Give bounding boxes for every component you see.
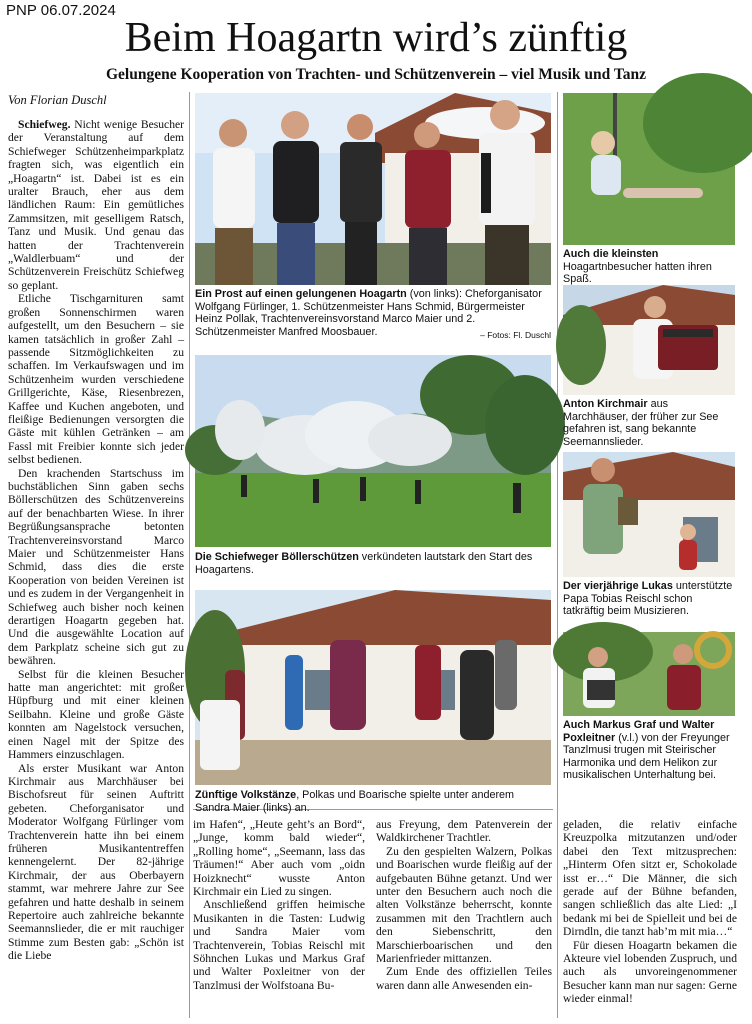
headline: Beim Hoagartn wird’s zünftig [124, 15, 628, 61]
caption-text: (von links): Cheforganisator Wolfgang Fürlinger, 1. Schützenmeister Hans Schmid, Bürgermeister Heinz Pollak, Trachtenvereinsvorstand Marco Maier und 2. Schützenmeister Manfred Moosbauer. [195, 288, 542, 338]
paragraph: aus Freyung, dem Patenverein der Waldkirchener Trachtler. [376, 818, 552, 845]
caption-bold: Ein Prost auf einen gelungenen Hoagartn [195, 288, 407, 300]
caption-boeller [195, 551, 551, 579]
paragraph: im Hafen“, „Heute geht’s an Bord“, „Junge, komm bald wieder“, „Rolling home“, „Seemann, lass das Träumen!“ Aber auch vom „oidn Hoizknecht“ wusste Anton Kirchmair ein Lied zu singen. [193, 818, 365, 899]
paragraph: Nicht wenige Besucher der Veranstaltung auf dem Schiefweger Schützenheimparkplatz fragten sich, was eigentlich ein „Hoagartn“ ist. Dabei ist es ein uralter Brauch, eher aus dem ländlichen Raum: Ein gemütliches Zammsitzen, mit geselligem Ratsch, Tanz und Musik. Und genau das hatten der Trachtenverein „Waldlerbuam“ und der Schützenverein Freischütz Schiefweg so geplant. [8, 118, 184, 292]
paragraph: Als erster Musikant war Anton Kirchmair aus Marchhäuser bei Bischofsreut für seinen Auftritt gebeten. Cheforganisator und Moderator Wolfgang Fürlinger vom Trachtenverein hatte ihn bei einem früheren Musikantentreffen kennengelernt. Der 82-jährige Kirchmair, der aus Oberbayern stammt, war mehrere Jahre zur See gefahren und hatte deshalb in seinem Repertoire auch zahlreiche bekannte Seemannslieder, die er mit rauchiger Stimme zum Besten gab: „Schön ist die Liebe [8, 761, 184, 963]
paragraph: Anschließend griffen heimische Musikanten in die Tasten: Ludwig und Sandra Maier vom Trachtenverein, Tobias Reischl mit Söhnchen Lukas und Markus Graf und Walter Poxleitner von der Tanzlmusi der Wolfstoana Bu- [193, 898, 365, 992]
caption-bold: Der vierjährige Lukas [563, 580, 673, 592]
caption-text: , Polkas und Boarische spielte unter anderem Sandra Maier (links) an. [195, 789, 515, 814]
caption-text: (v.l.) von der Freyunger Tanzlmusi trugen mit Steirischer Harmonika und dem Helikon zur musikalischen Unterhaltung bei. [563, 731, 730, 782]
article-column-2 [193, 818, 365, 1018]
paragraph: Etliche Tischgarnituren samt großen Sonnenschirmen waren aufgestellt, um den Besuchern – sie kamen tatsächlich in großer Zahl – passende Sitzmöglichkeiten zu schaffen. Im Verkaufswagen und im Schützenheim wurden verschiedene Grillgerichte, Käse, Riesenbrezen, Kaffee und Kuchen angeboten, und fleißige Bedienungen versorgten die Gäste mit kühlen Getränken – am Fassl mit Freibier konnte sich jeder selbst bedienen. [8, 292, 184, 467]
photo-boeller [195, 355, 551, 547]
photo-kleinsten [563, 93, 735, 245]
paragraph: Für diesen Hoagartn bekamen die Akteure viel lobenden Zuspruch, und auch als unvoreingenommener Besucher kann man nur sagen: Gerne wieder einmal! [563, 938, 737, 1006]
photo-kirchmair [563, 285, 735, 395]
caption-lukas [563, 580, 735, 618]
caption-kleinsten [563, 248, 735, 286]
caption-bold: Zünftige Volkstänze [195, 789, 297, 801]
caption-text: Hoagartnbesucher hatten ihren Spaß. [563, 260, 712, 286]
caption-volkstaenze [195, 789, 551, 817]
caption-graf-poxleitner [563, 719, 735, 795]
paragraph: Zu den gespielten Walzern, Polkas und Boarischen wurde fleißig auf der aufgebauten Bühne getanzt. Und wer unter den Besuchern auch noch die alten Volkstänze beherrscht, konnte zusammen mit den Trachtlern auch den Siebenschritt, den Marschierboarischen und den Marienfrieder mittanzen. [376, 844, 552, 966]
article-column-4 [563, 818, 737, 1018]
paragraph: Zum Ende des offiziellen Teiles waren dann alle Anwesenden ein- [376, 965, 552, 992]
byline: Von Florian Duschl [8, 93, 107, 107]
caption-kirchmair [563, 398, 735, 448]
paragraph: Den krachenden Startschuss im buchstäblichen Sinn gaben sechs Böllerschützen des Schützenvereins auf der benachbarten Wiese. In ihrer Begrüßungsansprache betonten Trachtenvereinsvorstand Marco Maier und Schützenmeister Hans Schmid, dass dies die erste Kooperation von beiden Vereinen ist und es zudem in der Vergangenheit in Schiefweg auch bisher noch keinen derartigen Hoagartn gegeben hat. Und die ausgewählte Location auf dem Parkplatz scheine sich gut zu bewähren. [8, 466, 184, 668]
paragraph: Selbst für die kleinen Besucher hatte man angerichtet: mit großer Hüpfburg und mit einer kleinen Seilbahn. Kleine und große Gäste konnten am Nagelstock versuchen, einen Nagel mit der Spitze des Hammers einzuschlagen. [8, 667, 184, 762]
caption-text: verkündeten lautstark den Start des Hoagartens. [195, 551, 533, 576]
subheadline: Gelungene Kooperation von Trachten- und Schützenverein – viel Musik und Tanz [106, 66, 646, 83]
caption-bold: Die Schiefweger Böllerschützen [195, 551, 359, 563]
caption-bold: Auch Markus Graf und Walter Poxleitner [563, 719, 715, 744]
caption-bold: Auch die kleinsten [563, 248, 659, 260]
photo-graf-poxleitner [563, 632, 735, 716]
photo-credit: – Fotos: Fl. Duschl [480, 330, 551, 340]
photo-lukas [563, 452, 735, 577]
column-rule [189, 92, 190, 1018]
photo-volkstaenze [195, 590, 551, 785]
article-column-3 [376, 818, 552, 1018]
dateline: Schiefweg. [18, 118, 71, 131]
caption-bold: Anton Kirchmair [563, 398, 648, 410]
column-rule [557, 92, 558, 1018]
caption-text: unterstützte Papa Tobias Reischl schon tatkräftig beim Musizieren. [563, 580, 733, 618]
paragraph: geladen, die relativ einfache Kreuzpolka mitzutanzen und/oder dabei den Text mitzusprechen: „Hinterm Ofen sitzt er, Schokolade isst er…“ Die Männer, die sich gerade auf der Bühne befanden, sangen schließlich das alte Lied: „I bedank mi bei de Spielleit und bei de Dirndln, die tanzt hab’m mit mia…“ [563, 818, 737, 939]
photo-prost [195, 93, 551, 285]
date-stamp: PNP 06.07.2024 [6, 2, 116, 19]
article-column-1 [8, 118, 184, 1018]
caption-text: aus Marchhäuser, der früher zur See gefahren ist, sang bekannte Seemannslieder. [563, 398, 719, 448]
